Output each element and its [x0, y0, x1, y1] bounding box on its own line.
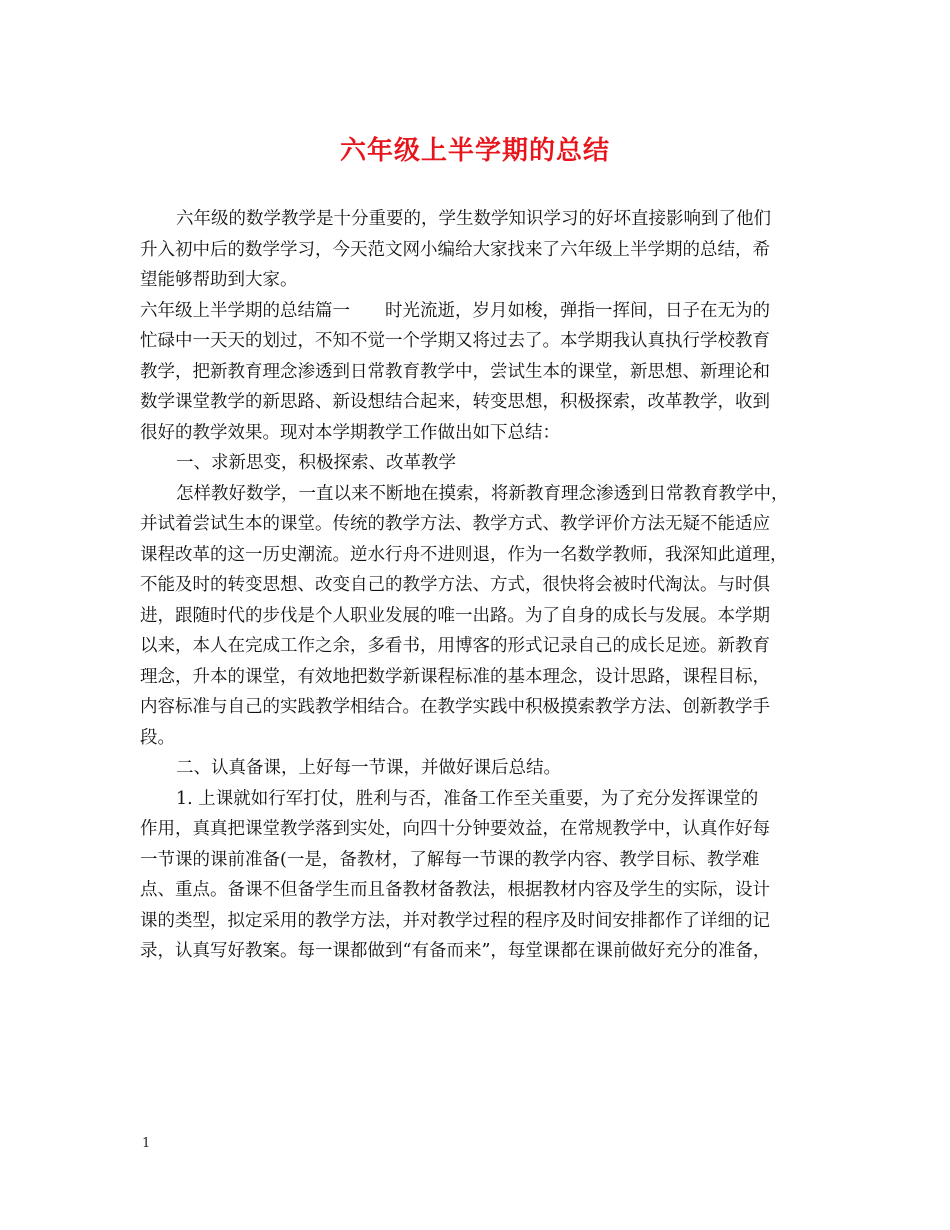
section-heading: 二、认真备课，上好每一节课，并做好课后总结。 [176, 758, 561, 778]
body-line: 课程改革的这一历史潮流。逆水行舟不进则退，作为一名数学教师，我深知此道理， [140, 544, 788, 565]
body-line: 不能及时的转变思想、改变自己的教学方法、方式，很快将会被时代淘汰。与时俱 [140, 575, 770, 595]
document-body [140, 204, 820, 967]
body-line: 六年级的数学教学是十分重要的，学生数学知识学习的好坏直接影响到了他们 [176, 209, 771, 229]
document-title: 六年级上半学期的总结 [339, 136, 610, 166]
page-number: 1 [142, 1136, 151, 1151]
body-line: 数学课堂教学的新思路、新设想结合起来，转变思想，积极探索，改革教学，收到 [140, 392, 770, 412]
body-line: 录，认真写好教案。每一课都做到“有备而来”，每堂课都在课前做好充分的准备， [140, 941, 771, 961]
body-line: 进，跟随时代的步伐是个人职业发展的唯一出路。为了自身的成长与发展。本学期 [140, 605, 770, 626]
body-line: 内容标准与自己的实践教学相结合。在教学实践中积极摸索教学方法、创新教学手 [140, 697, 770, 717]
body-line: 一节课的课前准备(一是，备教材，了解每一节课的教学内容、教学目标、教学难 [140, 849, 760, 870]
body-line: 望能够帮助到大家。 [140, 270, 298, 290]
body-line: 很好的教学效果。现对本学期教学工作做出如下总结： [140, 422, 560, 443]
body-line: 理念，升本的课堂，有效地把数学新课程标准的基本理念，设计思路，课程目标， [140, 666, 770, 687]
body-line: 六年级上半学期的总结篇一 时光流逝，岁月如梭，弹指一挥间，日子在无为的 [140, 300, 770, 321]
body-line: 教学，把新教育理念渗透到日常教育教学中，尝试生本的课堂，新思想、新理论和 [140, 361, 770, 382]
body-line: 以来，本人在完成工作之余，多看书，用博客的形式记录自己的成长足迹。新教育 [140, 636, 770, 656]
body-line: 怎样教好数学，一直以来不断地在摸索，将新教育理念渗透到日常教育教学中， [176, 483, 789, 504]
body-line: 点、重点。备课不但备学生而且备教材备教法，根据教材内容及学生的实际，设计 [140, 880, 770, 900]
section-heading: 一、求新思变，积极探索、改革教学 [176, 453, 456, 473]
body-line: 1. 上课就如行军打仗，胜利与否，准备工作至关重要，为了充分发挥课堂的 [176, 788, 759, 809]
body-line: 并试着尝试生本的课堂。传统的教学方法、教学方式、教学评价方法无疑不能适应 [140, 514, 770, 534]
body-line: 课的类型，拟定采用的教学方法，并对教学过程的程序及时间安排都作了详细的记 [140, 910, 770, 931]
body-line: 升入初中后的数学学习，今天范文网小编给大家找来了六年级上半学期的总结，希 [140, 239, 770, 260]
body-line: 忙碌中一天天的划过，不知不觉一个学期又将过去了。本学期我认真执行学校教育 [140, 331, 770, 351]
body-line: 作用，真真把课堂教学落到实处，向四十分钟要效益，在常规教学中，认真作好每 [140, 819, 770, 839]
body-line: 段。 [140, 727, 175, 748]
